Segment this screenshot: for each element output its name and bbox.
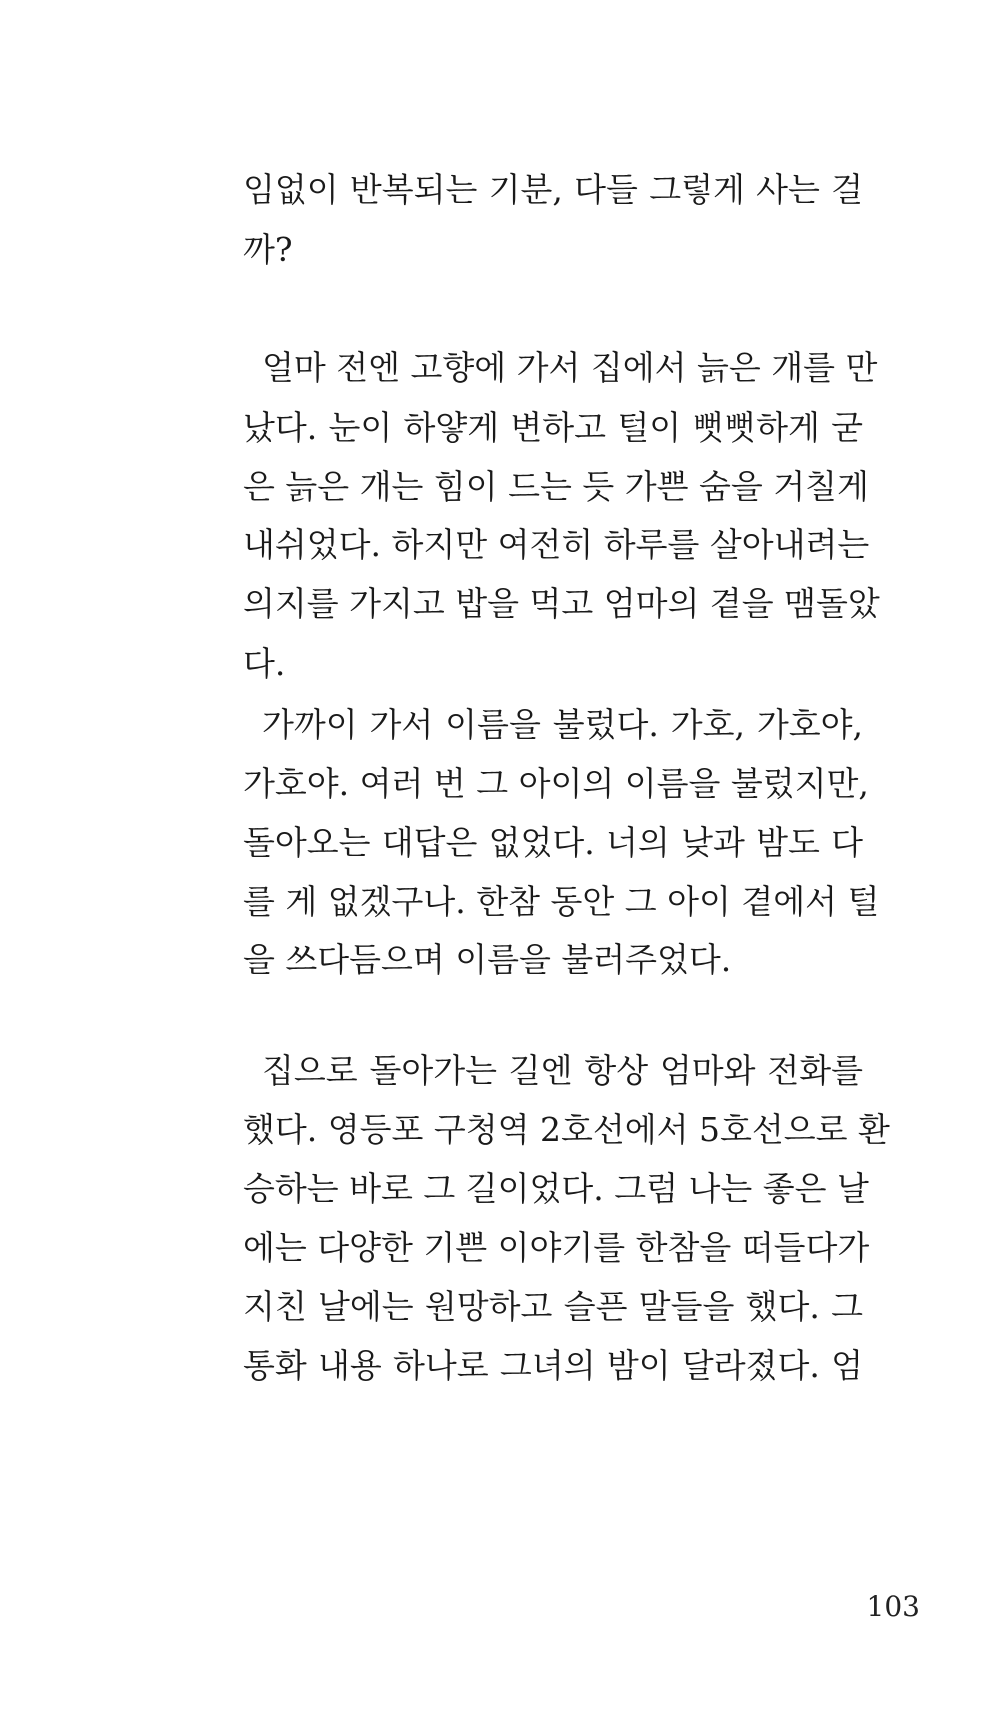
text-line: 났다. 눈이 하얗게 변하고 털이 뻣뻣하게 굳 (243, 408, 863, 447)
text-line: 를 게 없겠구나. 한참 동안 그 아이 곁에서 털 (243, 882, 880, 921)
text-line: 을 쓰다듬으며 이름을 불러주었다. (243, 940, 732, 979)
text-line: 내쉬었다. 하지만 여전히 하루를 살아내려는 (243, 525, 870, 564)
text-line: 까? (243, 230, 293, 269)
text-line: 승하는 바로 그 길이었다. 그럼 나는 좋은 날 (243, 1169, 869, 1208)
text-line: 임없이 반복되는 기분, 다들 그렇게 사는 걸 (243, 170, 863, 209)
text-line: 의지를 가지고 밥을 먹고 엄마의 곁을 맴돌았 (243, 584, 880, 623)
text-line: 에는 다양한 기쁜 이야기를 한참을 떠들다가 (243, 1228, 870, 1267)
text-line: 다. (243, 644, 286, 683)
page-number: 103 (866, 1590, 920, 1623)
text-line: 얼마 전엔 고향에 가서 집에서 늙은 개를 만 (262, 348, 878, 387)
text-line: 집으로 돌아가는 길엔 항상 엄마와 전화를 (262, 1051, 863, 1090)
text-line: 했다. 영등포 구청역 2호선에서 5호선으로 환 (243, 1110, 890, 1149)
text-line: 돌아오는 대답은 없었다. 너의 낮과 밤도 다 (243, 823, 863, 862)
text-line: 통화 내용 하나로 그녀의 밤이 달라졌다. 엄 (243, 1346, 863, 1385)
text-line: 은 늙은 개는 힘이 드는 듯 가쁜 숨을 거칠게 (243, 467, 869, 506)
text-line: 가호야. 여러 번 그 아이의 이름을 불렀지만, (243, 764, 869, 803)
text-line: 지친 날에는 원망하고 슬픈 말들을 했다. 그 (243, 1287, 863, 1326)
text-line: 가까이 가서 이름을 불렀다. 가호, 가호야, (262, 705, 863, 744)
